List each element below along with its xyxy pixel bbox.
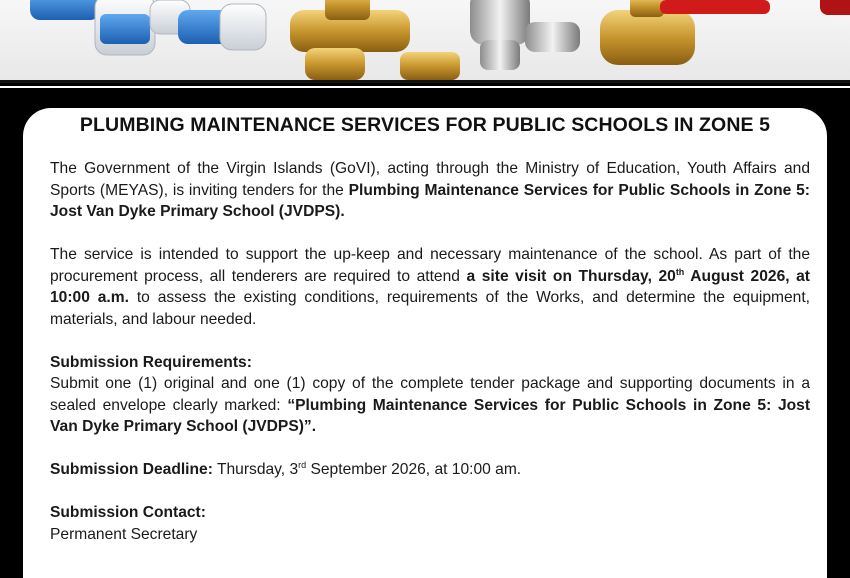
tender-notice-card bbox=[23, 108, 827, 578]
brass-elbow-icon bbox=[400, 52, 460, 80]
deadline-paragraph bbox=[50, 459, 810, 481]
plumbing-fittings-illustration bbox=[0, 0, 850, 80]
red-handle-valve-icon bbox=[600, 0, 850, 65]
service-text-end: to assess the existing conditions, requirements of the Works, and determine the equipment, materials, and labour needed. bbox=[50, 289, 810, 328]
notice-title: PLUMBING MAINTENANCE SERVICES FOR PUBLIC SCHOOLS IN ZONE 5 bbox=[79, 114, 771, 136]
brass-ball-valve-icon bbox=[290, 0, 410, 80]
deadline-label: Submission Deadline: bbox=[50, 461, 213, 478]
site-visit-date-a: a site visit on Thursday, 20 bbox=[466, 267, 676, 285]
requirements-heading: Submission Requirements: bbox=[50, 353, 252, 371]
service-text: The service is intended to support the up-keep and necessary maintenance of the school. As part of the procurement process, all tenderers are required to attend bbox=[50, 246, 810, 285]
service-paragraph bbox=[50, 244, 810, 330]
chrome-valve-icon bbox=[470, 0, 580, 70]
banner-divider-line bbox=[0, 86, 850, 88]
site-visit-date-b: August 2026, at 10:00 a.m. bbox=[50, 267, 810, 306]
blue-push-fitting-icon bbox=[30, 0, 266, 55]
deadline-a: Thursday, 3 bbox=[212, 461, 299, 478]
contact-name: Permanent Secretary bbox=[50, 525, 198, 543]
contact-label: Submission Contact: bbox=[50, 504, 206, 521]
contact-paragraph bbox=[50, 502, 810, 545]
deadline-b: September 2026, at 10:00 am. bbox=[306, 461, 522, 478]
envelope-marking: “Plumbing Maintenance Services for Public Schools in Zone 5: Jost Van Dyke Primary School (JVDPS)”. bbox=[50, 396, 811, 435]
intro-text: The Government of the Virgin Islands (GoVI), acting through the Ministry of Education, Youth Affairs and Sports (MEYAS), is inviting tenders for the bbox=[50, 160, 810, 199]
banner-divider bbox=[0, 80, 850, 83]
requirements-paragraph bbox=[50, 352, 810, 438]
notice-body bbox=[50, 158, 810, 567]
site-visit-ordinal: th bbox=[675, 266, 685, 277]
requirements-text: Submit one (1) original and one (1) copy of the complete tender package and supporting documents in a sealed envelope clearly marked: bbox=[50, 375, 810, 414]
deadline-ordinal: rd bbox=[298, 459, 307, 470]
header-banner-image bbox=[0, 0, 850, 80]
intro-project-name: Plumbing Maintenance Services for Public Schools in Zone 5: Jost Van Dyke Primary School (JVDPS). bbox=[50, 181, 810, 220]
intro-paragraph bbox=[50, 158, 810, 223]
